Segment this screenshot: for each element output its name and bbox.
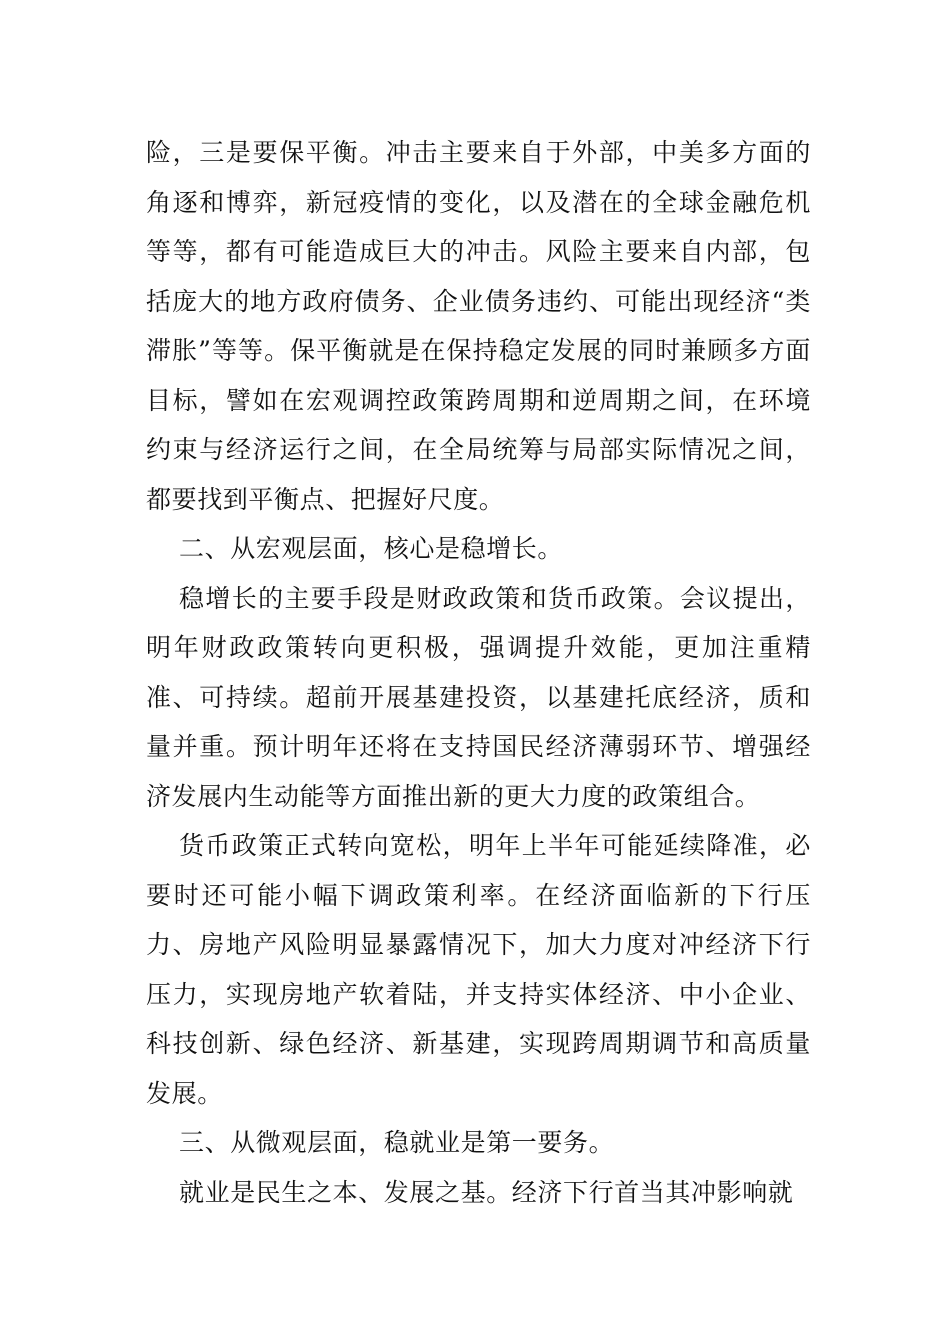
paragraph-continued: 险，三是要保平衡。冲击主要来自于外部，中美多方面的角逐和博弈，新冠疫情的变化，以及潜在的全球金融危机等等，都有可能造成巨大的冲击。风险主要来自内部，包括庞大的地方政府债务、企业债务违约、可能出现经济“类滞胀”等等。保平衡就是在保持稳定发展的同时兼顾多方面目标，譬如在宏观调控政策跨周期和逆周期之间，在环境约束与经济运行之间，在全局统筹与局部实际情况之间，都要找到平衡点、把握好尺度。 — [146, 138, 811, 514]
paragraph-employment: 就业是民生之本、发展之基。经济下行首当其冲影响就 — [179, 1177, 794, 1207]
paragraph-fiscal-policy: 稳增长的主要手段是财政政策和货币政策。会议提出，明年财政政策转向更积极，强调提升效能，更加注重精准、可持续。超前开展基建投资，以基建托底经济，质和量并重。预计明年还将在支持国民经济薄弱环节、增强经济发展内生动能等方面推出新的更大力度的政策组合。 — [146, 583, 811, 811]
paragraph-monetary-policy: 货币政策正式转向宽松，明年上半年可能延续降准，必要时还可能小幅下调政策利率。在经济面临新的下行压力、房地产风险明显暴露情况下，加大力度对冲经济下行压力，实现房地产软着陆，并支持实体经济、中小企业、科技创新、绿色经济、新基建，实现跨周期调节和高质量发展。 — [146, 831, 811, 1108]
section-heading-micro: 三、从微观层面，稳就业是第一要务。 — [179, 1128, 615, 1157]
document-body — [146, 128, 811, 1217]
section-heading-macro: 二、从宏观层面，核心是稳增长。 — [179, 534, 564, 563]
